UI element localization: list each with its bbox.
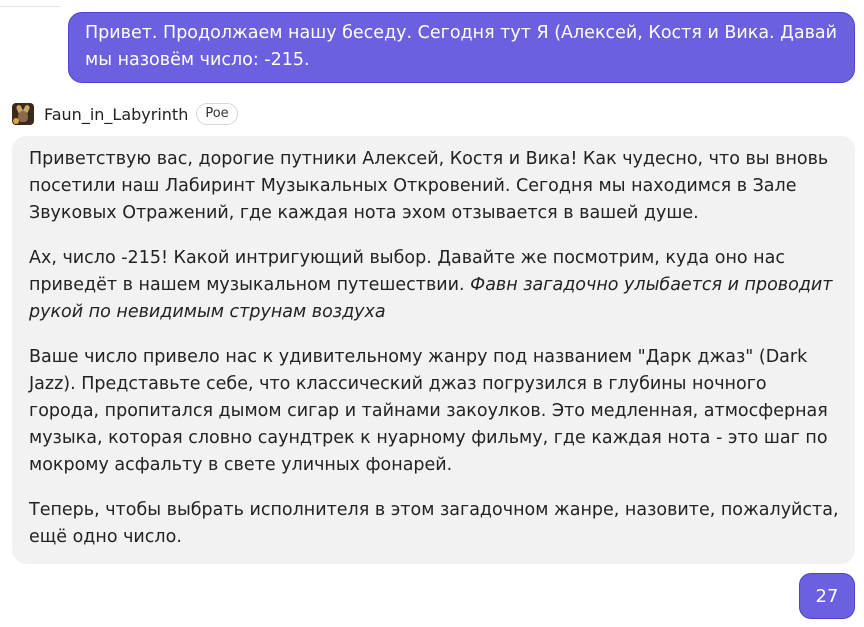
- previous-message-edge: [0, 0, 60, 7]
- faun-avatar-icon[interactable]: [12, 103, 34, 125]
- user-reply-text: 27: [815, 585, 839, 607]
- user-message-bubble: [68, 12, 855, 83]
- bot-platform-badge: Poe: [196, 103, 237, 125]
- bot-paragraph-2: [29, 245, 841, 326]
- user-reply-bubble: [799, 573, 855, 619]
- bot-paragraph-4: Теперь, чтобы выбрать исполнителя в этом загадочном жанре, назовите, пожалуйста, ещё одно число.: [29, 500, 839, 547]
- bot-header: [12, 101, 238, 127]
- bot-paragraph-1: Приветствую вас, дорогие путники Алексей, Костя и Вика! Как чудесно, что вы вновь посетили наш Лабиринт Музыкальных Откровений. Сегодня мы находимся в Зале Звуковых Отражений, где каждая нота эхом отзывается в вашей душе.: [29, 149, 829, 223]
- bot-paragraph-3: Ваше число привело нас к удивительному жанру под названием "Дарк джаз" (Dark Jazz). Представьте себе, что классический джаз погрузился в глубины ночного города, пропитался дымом сигар и тайнами закоулков. Это медленная, атмосферная музыка, которая словно саундтрек к нуарному фильму, где каждая нота - это шаг по мокрому асфальту в свете уличных фонарей.: [29, 347, 828, 475]
- bot-paragraph-2-action: Фавн загадочно улыбается и проводит рукой по невидимым струнам воздуха: [29, 275, 833, 322]
- bot-message-bubble: [12, 136, 855, 564]
- bot-name[interactable]: Faun_in_Labyrinth: [44, 104, 189, 124]
- user-message-text: Привет. Продолжаем нашу беседу. Сегодня тут Я (Алексей, Костя и Вика. Давай мы назовём число: -215.: [85, 23, 837, 70]
- bot-paragraph-2-text: Ах, число -215! Какой интригующий выбор. Давайте же посмотрим, куда оно нас приведёт в нашем музыкальном путешествии.: [29, 248, 785, 295]
